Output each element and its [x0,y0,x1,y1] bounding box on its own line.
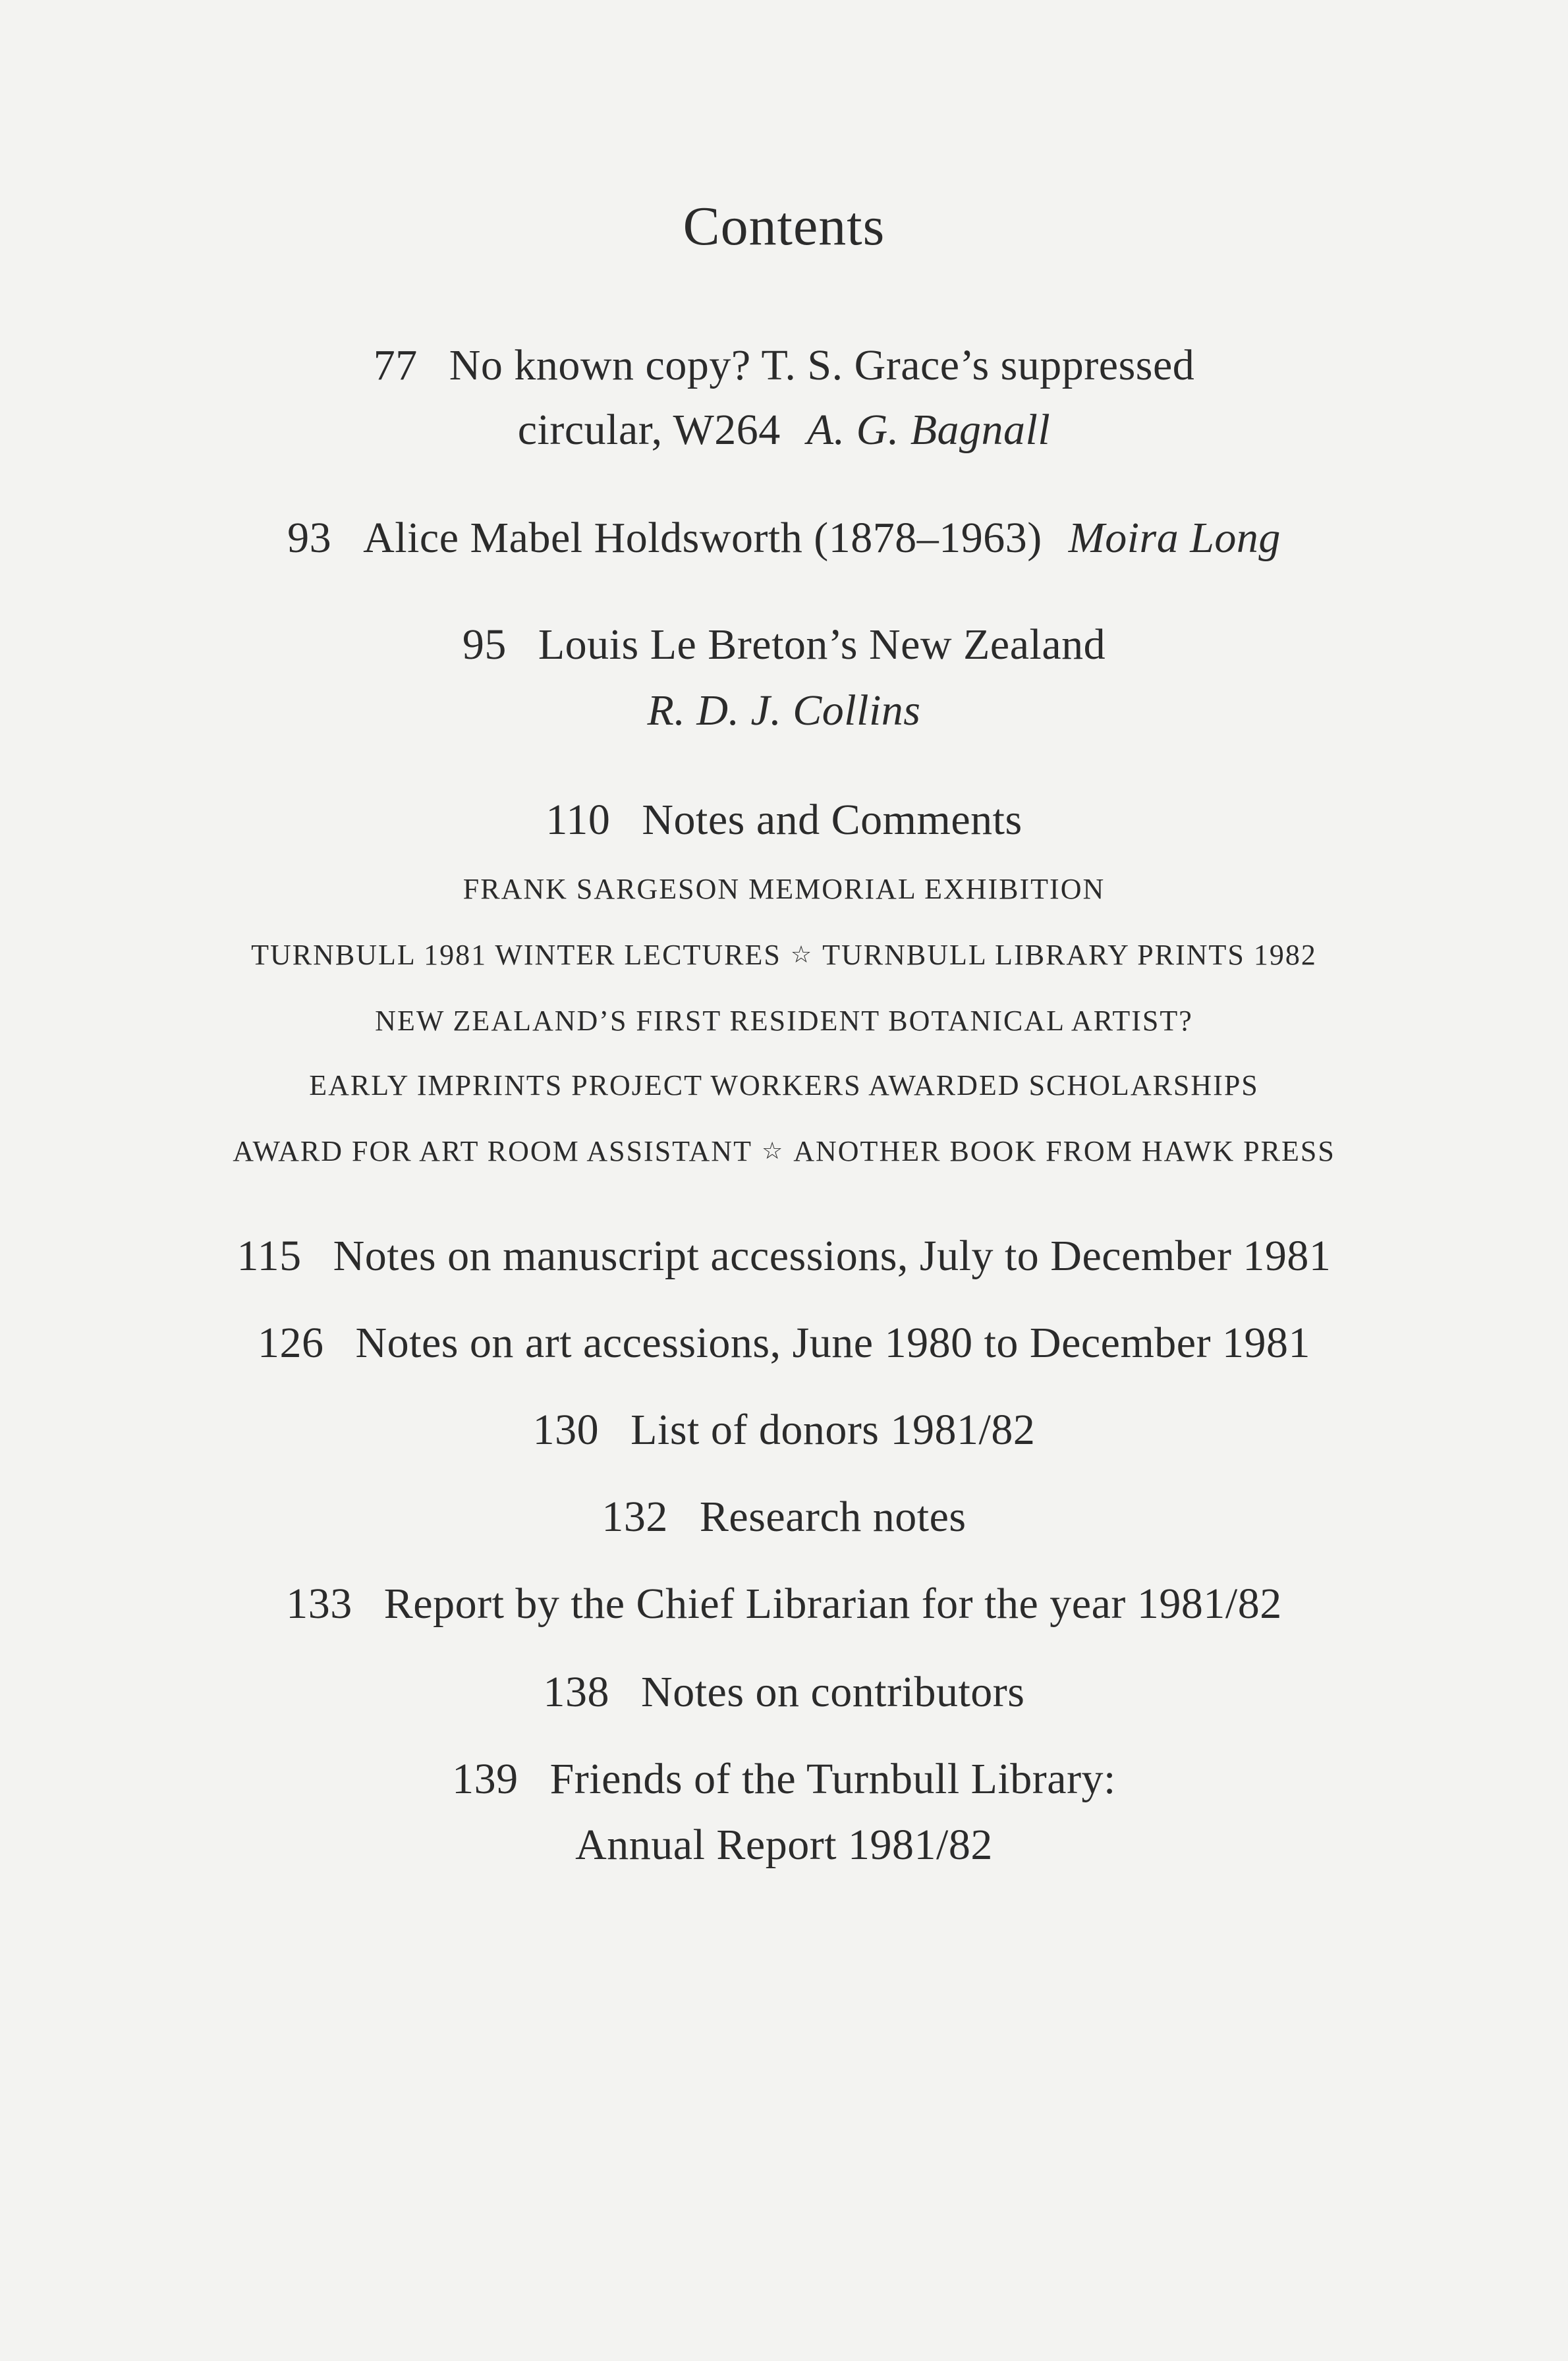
toc-entry-139-line1 [0,1755,1568,1803]
page-number: 126 [257,1319,324,1367]
entry-title: Notes on contributors [641,1668,1025,1716]
page-number: 133 [286,1580,352,1628]
toc-entry-139-line2 [0,1823,1568,1867]
page-number: 93 [287,514,332,562]
entry-author: Moira Long [1068,514,1281,562]
page-number: 138 [543,1668,610,1716]
page-number: 130 [532,1406,600,1454]
entry-title: Research notes [699,1493,966,1541]
notes-item-row-5 [0,1137,1568,1166]
entry-title: Notes and Comments [642,796,1022,844]
star-icon: ☆ [761,1138,785,1164]
entry-title: Notes on art accessions, June 1980 to December 1981 [355,1319,1311,1367]
page-number: 95 [462,621,507,669]
notes-item-row-4 [0,1071,1568,1100]
toc-entry-133 [0,1582,1568,1626]
entry-title: Notes on manuscript accessions, July to December 1981 [333,1232,1331,1280]
notes-item: EARLY IMPRINTS PROJECT WORKERS AWARDED SCHOLARSHIPS [309,1069,1259,1101]
toc-entry-77-line1 [0,341,1568,389]
notes-item: NEW ZEALAND’S FIRST RESIDENT BOTANICAL ARTIST? [375,1005,1193,1037]
toc-entry-130 [0,1408,1568,1452]
notes-item: AWARD FOR ART ROOM ASSISTANT [233,1135,752,1167]
entry-title-cont: Annual Report 1981/82 [575,1821,993,1869]
toc-entry-110 [0,798,1568,842]
notes-item-row-2 [0,941,1568,970]
toc-entry-115 [0,1232,1568,1280]
toc-entry-77-line2 [0,408,1568,452]
entry-title: List of donors 1981/82 [630,1406,1036,1454]
entry-author: A. G. Bagnall [806,406,1051,454]
page-number: 132 [602,1493,668,1541]
page-number: 110 [546,796,611,844]
notes-item: ANOTHER BOOK FROM HAWK PRESS [793,1135,1335,1167]
notes-item: FRANK SARGESON MEMORIAL EXHIBITION [462,873,1106,905]
toc-entry-138 [0,1668,1568,1716]
page-number: 77 [373,341,418,389]
notes-item: TURNBULL 1981 WINTER LECTURES [251,939,781,971]
entry-title: Report by the Chief Librarian for the year 1981/82 [383,1580,1282,1628]
toc-entry-93 [0,516,1568,560]
entry-title: No known copy? T. S. Grace’s suppressed [449,341,1195,389]
entry-title: Alice Mabel Holdsworth (1878–1963) [363,514,1042,562]
toc-entry-132 [0,1495,1568,1539]
entry-author: R. D. J. Collins [647,686,921,735]
toc-entry-126 [0,1321,1568,1365]
page-title: Contents [683,196,885,257]
notes-item-row-3 [0,1007,1568,1036]
toc-entry-95-author [0,686,1568,735]
entry-title: Louis Le Breton’s New Zealand [538,621,1106,669]
toc-entry-95 [0,623,1568,667]
entry-title-cont: circular, W264 [517,406,781,454]
page-number: 115 [237,1232,302,1280]
page-number: 139 [452,1755,518,1803]
entry-title: Friends of the Turnbull Library: [549,1755,1116,1803]
star-icon: ☆ [790,941,814,968]
notes-item: TURNBULL LIBRARY PRINTS 1982 [822,939,1317,971]
notes-item-row-1 [0,875,1568,904]
